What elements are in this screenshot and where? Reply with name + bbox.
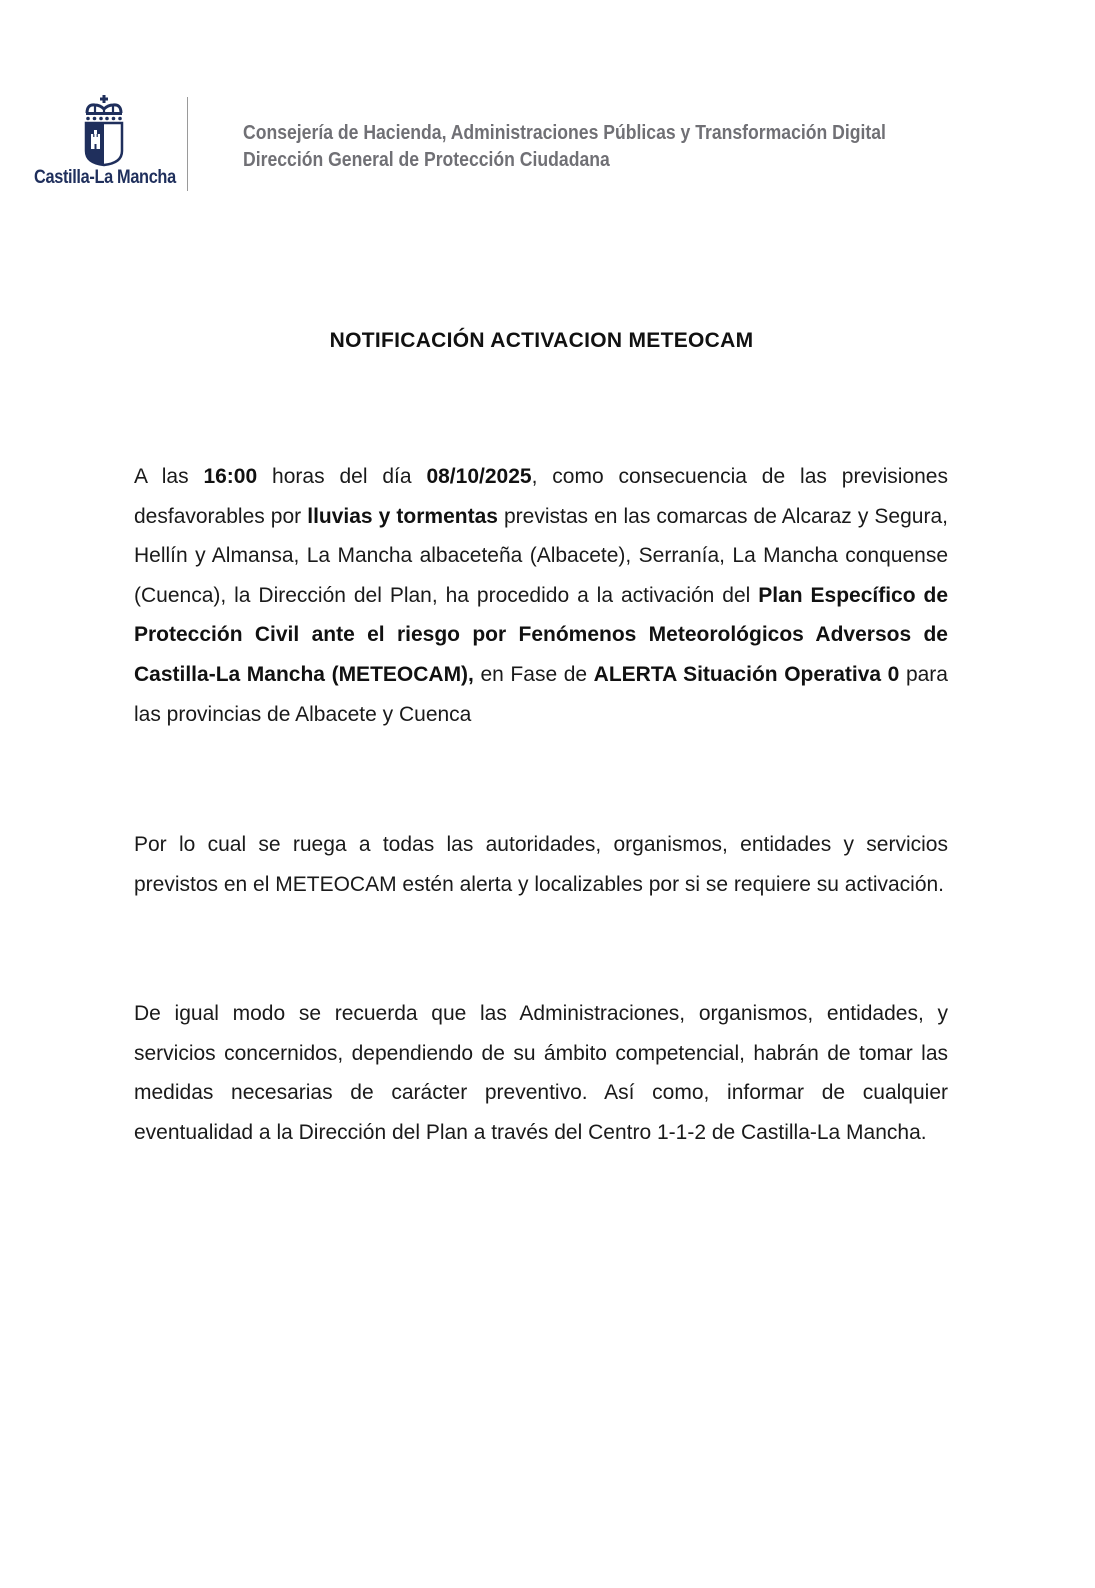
castilla-la-mancha-logo	[30, 95, 180, 195]
plan-name: Plan Específico de Protección Civil ante el riesgo por Fenómenos Meteorológicos Adversos de Castilla-La Mancha (METEOCAM),	[134, 583, 948, 686]
text-run: en Fase de	[473, 662, 594, 686]
text-run: A las	[134, 465, 204, 488]
document-title: NOTIFICACIÓN ACTIVACION METEOCAM	[329, 329, 754, 352]
paragraph-request: Por lo cual se ruega a todas las autoridades, organismos, entidades y servicios previstos en el METEOCAM estén alerta y localizables por si se requiere su activación.	[134, 833, 948, 896]
org-directorate: Dirección General de Protección Ciudadana	[243, 149, 610, 171]
organization-block	[243, 120, 886, 174]
time-value: 16:00	[203, 465, 258, 488]
coat-of-arms-icon	[82, 95, 126, 167]
logo-wordmark: Castilla-La Mancha	[34, 167, 176, 188]
text-run: previstas en las comarcas de Alcaraz y Segura, Hellín y Almansa, La Mancha albaceteña (Albacete), Serranía, La Mancha conquense (Cuenca), la Dirección del Plan, ha procedido a la activación del	[134, 504, 948, 607]
letterhead	[0, 0, 1095, 210]
hazard-type: lluvias y tormentas	[307, 504, 498, 528]
header-divider	[187, 97, 188, 191]
paragraph-reminder: De igual modo se recuerda que las Administraciones, organismos, entidades, y servicios concernidos, dependiendo de su ámbito competencial, habrán de tomar las medidas necesarias de carácter preventivo. Así como, informar de cualquier eventualidad a la Dirección del Plan a través del Centro 1-1-2 de Castilla-La Mancha.	[134, 1002, 948, 1144]
alert-phase: ALERTA Situación Operativa 0	[593, 662, 900, 686]
org-department: Consejería de Hacienda, Administraciones Públicas y Transformación Digital	[243, 122, 886, 144]
text-run: para las provincias de Albacete y Cuenca	[134, 662, 948, 726]
date-value: 08/10/2025	[426, 465, 532, 488]
text-run: , como consecuencia de las previsiones desfavorables por	[134, 465, 948, 528]
paragraph-activation	[134, 457, 948, 734]
text-run: horas del día	[257, 465, 427, 488]
